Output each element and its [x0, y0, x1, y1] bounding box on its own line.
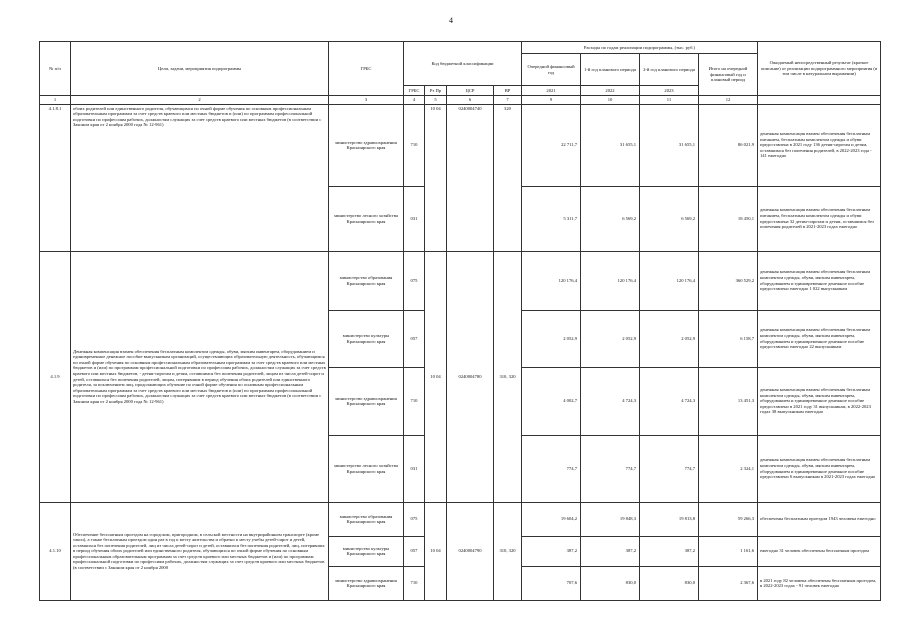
row-grbs-code: 075: [404, 502, 425, 536]
row-value-2023: 2 052,9: [640, 310, 699, 367]
header-year-total: Итого на очередной финансовый год и плановый период: [699, 54, 758, 96]
page-number: 4: [449, 16, 453, 25]
col-number: 7: [494, 96, 522, 105]
row-rzpr: 10 04: [425, 502, 447, 600]
header-yr-2021: 2021: [522, 86, 581, 96]
budget-table: [39, 41, 881, 601]
row-description: Денежная компенсация взамен обеспечения бесплатным комплектом одежды, обуви, мягким инвентарем, оборудованием и единовременное денежное пособие выпускникам организаций, осуществляющих образовательную деятельность, обучающимся по очной форме обучения по основным профессиональным образовательным программам за счет средств краевого или местных бюджетов и (или) по программам профессиональной подготовки по профессиям рабочих, должностям служащих за счет средств краевого или местных бюджетов, - детям-сиротам и детям, оставшимся без попечения родителей, лицам из числа детей-сирот и детей, оставшихся без попечения родителей, лицам, потерявшим в период обучения обоих родителей или единственного родителя, за исключением лиц, продолжающих обучение по очной форме обучения по основным профессиональным образовательным программам за счет средств краевого или местных бюджетов и (или) по программам профессиональной подготовки по профессиям рабочих, должностям служащих за счет средств краевого или местных бюджетов (в соответствии с Законом края от 2 ноября 2000 года № 12-961): [71, 251, 329, 502]
row-result: денежная компенсация взамен обеспечения бесплатным комплектом одежды, обуви, мягким инвентарем, оборудованием и единовременное денежное пособие предоставлено ежегодно 1 022 выпускникам: [758, 251, 881, 310]
row-value-total: 1 161,6: [699, 536, 758, 566]
header-yr-2022: 2022: [581, 86, 640, 96]
row-grbs-code: 710: [404, 367, 425, 435]
row-csr: 0240004790: [447, 502, 494, 600]
header-code-group: Код бюджетной классификации: [404, 42, 522, 86]
row-csr: 0240004780: [447, 251, 494, 502]
table-row: [40, 104, 881, 186]
row-value-2022: 120 176,4: [581, 251, 640, 310]
col-number: 4: [404, 96, 425, 105]
header-year-current: Очередной финансовый год: [522, 54, 581, 86]
col-number: 3: [329, 96, 404, 105]
row-value-total: 6 158,7: [699, 310, 758, 367]
row-value-total: 86 021,9: [699, 104, 758, 186]
row-description: Обеспечение бесплатным проездом на городском, пригородном, в сельской местности на внутрирайонном транспорте (кроме такси), а также бесплатным проездом один раз в год к месту жительства и обратно к месту учебы детей-сирот и детей, оставшихся без попечения родителей, лиц из числа детей-сирот и детей, оставшихся без попечения родителей, лиц, потерявших в период обучения обоих родителей или единственного родителя, обучающихся по очной форме обучения по основным профессиональным образовательным программам за счет средств краевого или местных бюджетов и (или) по программам профессиональной подготовки по профессиям рабочих, должностям служащих за счет средств краевого или местных бюджетов (в соответствии с Законом края от 2 ноября 2000: [71, 502, 329, 600]
col-number: 1: [40, 96, 71, 105]
row-id: 4.1.8.1: [40, 104, 71, 251]
row-value-2021: 22 711,7: [522, 104, 581, 186]
row-value-2023: 774,7: [640, 435, 699, 502]
row-result: в 2021 году 82 человека обеспечены бесплатным проездом, в 2022-2023 годах - 91 человек ежегодно: [758, 566, 881, 600]
header-year-2: 2-й год планового периода: [640, 54, 699, 86]
row-value-2023: 830,0: [640, 566, 699, 600]
row-value-2021: 5 311,7: [522, 186, 581, 251]
row-value-2021: 120 176,4: [522, 251, 581, 310]
header-grbs: ГРБС: [329, 42, 404, 96]
row-value-2023: 19 813,8: [640, 502, 699, 536]
col-number: 5: [425, 96, 447, 105]
col-number: 11: [640, 96, 699, 105]
row-value-2023: 6 569,2: [640, 186, 699, 251]
row-value-2023: 120 176,4: [640, 251, 699, 310]
header-yr-2023: 2023: [640, 86, 699, 96]
row-description: обоих родителей или единственного родителя, обучающимся по очной форме обучения по основным профессиональным образовательным программам за счет средств краевого или местных бюджетов и (или) по программам профессиональной подготовки по профессиям рабочих, должностям служащих за счет средств краевого или местных бюджетов (в соответствии с Законом края от 2 ноября 2000 года № 12-961): [71, 104, 329, 251]
row-grbs-code: 710: [404, 104, 425, 186]
row-value-2021: 387,2: [522, 536, 581, 566]
col-number: 10: [581, 96, 640, 105]
row-csr: 0240004740: [447, 104, 494, 251]
table-row: [40, 502, 881, 536]
row-grbs-code: 710: [404, 566, 425, 600]
header-year-1: 1-й год планового периода: [581, 54, 640, 86]
row-grbs-code: 057: [404, 310, 425, 367]
row-result: ежегодно 31 человек обеспечены бесплатным проездом: [758, 536, 881, 566]
row-grbs-name: министерство здравоохранения Красноярского края: [329, 367, 404, 435]
row-value-2021: 4 002,7: [522, 367, 581, 435]
row-result: денежная компенсация взамен обеспечения бесплатным комплектом одежды, обуви, мягким инвентарем, оборудованием и единовременное денежное пособие предоставлено в 2021 году 31 выпускникам, в 2022-2023 годах 38 выпускникам ежегодно: [758, 367, 881, 435]
row-result: денежная компенсация взамен обеспечения бесплатным питанием, бесплатным комплектом одежды и обуви предоставлена 32 детям-сиротам и детям, оставшимся без попечения родителей в 2021-2023 годах ежегодно: [758, 186, 881, 251]
col-number: 12: [699, 96, 758, 105]
row-vr: 310, 320: [494, 502, 522, 600]
row-value-2023: 387,2: [640, 536, 699, 566]
row-grbs-name: министерство здравоохранения Красноярского края: [329, 566, 404, 600]
row-value-2023: 4 724,3: [640, 367, 699, 435]
row-grbs-code: 031: [404, 186, 425, 251]
header-result: Ожидаемый непосредственный результат (краткое описание) от реализации подпрограммного мероприятия (в том числе в натуральном выражении): [758, 42, 881, 96]
row-value-2021: 19 604,2: [522, 502, 581, 536]
row-value-2022: 19 848,3: [581, 502, 640, 536]
row-value-total: 18 450,1: [699, 186, 758, 251]
header-code-rzpr: Рз Пр: [425, 86, 447, 96]
row-id: 4.1.9: [40, 251, 71, 502]
table-row: [40, 251, 881, 310]
row-result: обеспечены бесплатным проездом 1943 человека ежегодно: [758, 502, 881, 536]
row-result: денежная компенсация взамен обеспечения бесплатным комплектом одежды, обуви, мягким инвентарем, оборудованием и единовременное денежное пособие предоставлено 6 выпускникам в 2021-2023 годах ежегодно: [758, 435, 881, 502]
row-id: 4.1.10: [40, 502, 71, 600]
row-rzpr: 10 04: [425, 104, 447, 251]
row-value-2022: 6 569,2: [581, 186, 640, 251]
row-grbs-name: министерство здравоохранения Красноярского края: [329, 104, 404, 186]
row-vr: 320: [494, 104, 522, 251]
row-grbs-name: министерство культуры Красноярского края: [329, 536, 404, 566]
row-grbs-name: министерство культуры Красноярского края: [329, 310, 404, 367]
row-grbs-code: 031: [404, 435, 425, 502]
row-value-2021: 774,7: [522, 435, 581, 502]
row-value-2022: 4 724,3: [581, 367, 640, 435]
header-expenses-group: Расходы по годам реализации подпрограммы, (тыс. руб.): [522, 42, 758, 54]
header-goals: Цели, задачи, мероприятия подпрограммы: [71, 42, 329, 96]
row-value-total: 2 324,1: [699, 435, 758, 502]
row-grbs-code: 075: [404, 251, 425, 310]
row-value-total: 59 266,3: [699, 502, 758, 536]
row-value-2022: 387,2: [581, 536, 640, 566]
col-number: 2: [71, 96, 329, 105]
row-grbs-name: министерство образования Красноярского края: [329, 251, 404, 310]
header-code-vr: ВР: [494, 86, 522, 96]
row-value-2023: 31 655,1: [640, 104, 699, 186]
header-code-grbs: ГРБС: [404, 86, 425, 96]
row-grbs-name: министерство лесного хозяйства Красноярского края: [329, 186, 404, 251]
row-result: денежная компенсация взамен обеспечения бесплатным питанием, бесплатным комплектом одежды и обуви предоставлена в 2021 году 136 детям-сиротам и детям, оставшимся без попечения родителей, в 2022-2023 года - 141 ежегодно: [758, 104, 881, 186]
row-grbs-name: министерство лесного хозяйства Красноярского края: [329, 435, 404, 502]
row-value-total: 2 367,6: [699, 566, 758, 600]
row-value-2021: 2 052,9: [522, 310, 581, 367]
row-value-2022: 31 655,1: [581, 104, 640, 186]
row-value-2021: 707,6: [522, 566, 581, 600]
row-value-2022: 774,7: [581, 435, 640, 502]
header-num: № п/п: [40, 42, 71, 96]
header-code-csr: ЦСР: [447, 86, 494, 96]
row-result: денежная компенсация взамен обеспечения бесплатным комплектом одежды, обуви, мягким инвентарем, оборудованием и единовременное денежное пособие предоставлено ежегодно 22 выпускникам: [758, 310, 881, 367]
row-grbs-name: министерство образования Красноярского края: [329, 502, 404, 536]
row-value-total: 13 451,3: [699, 367, 758, 435]
row-vr: 310, 320: [494, 251, 522, 502]
row-value-total: 360 529,2: [699, 251, 758, 310]
row-rzpr: 10 04: [425, 251, 447, 502]
row-grbs-code: 057: [404, 536, 425, 566]
col-number: 9: [522, 96, 581, 105]
col-number: [758, 96, 881, 105]
row-value-2022: 2 052,9: [581, 310, 640, 367]
row-value-2022: 830,0: [581, 566, 640, 600]
col-number: 6: [447, 96, 494, 105]
